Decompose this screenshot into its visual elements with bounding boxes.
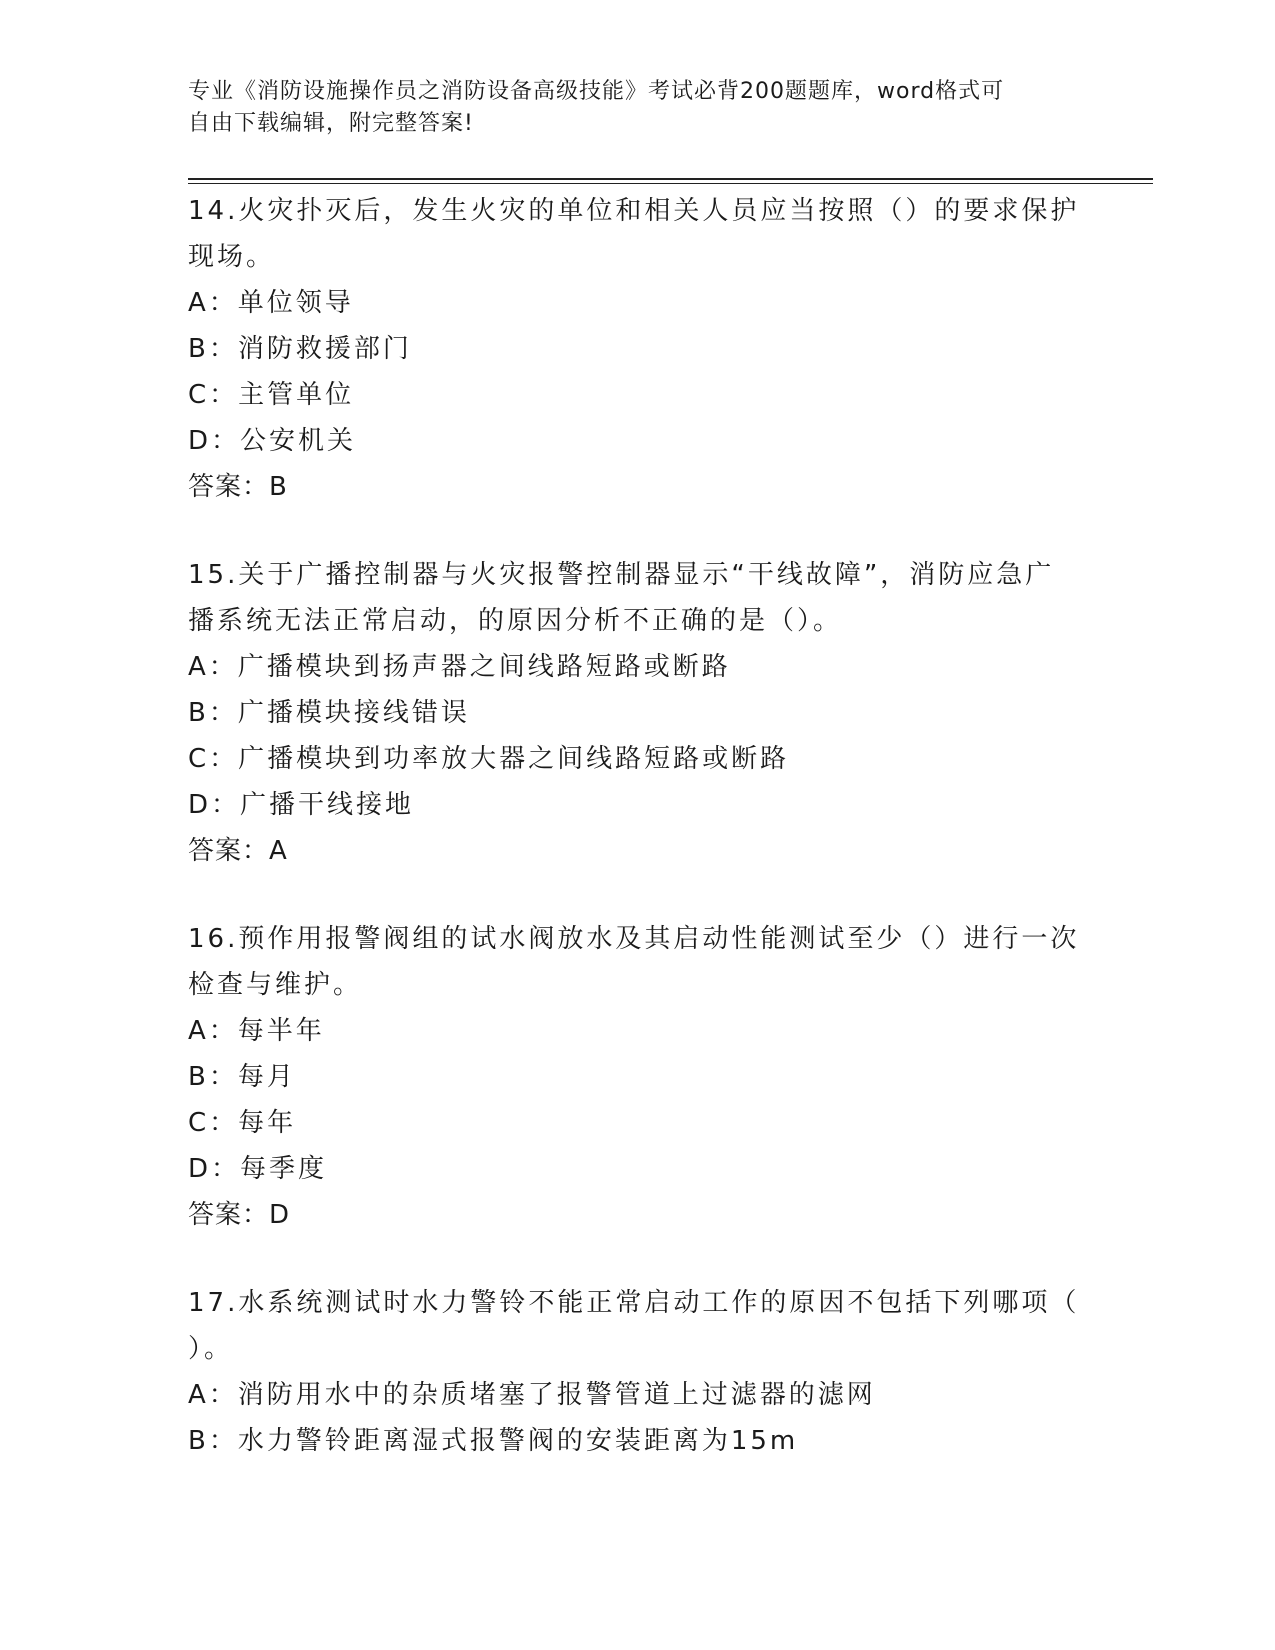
header-divider-thin (188, 183, 1153, 184)
option-c: C：每年 (188, 1108, 297, 1138)
header-divider-thick (188, 178, 1153, 180)
option-c: C：广播模块到功率放大器之间线路短路或断路 (188, 744, 790, 774)
question-stem (188, 916, 1088, 1008)
option-a: A：单位领导 (188, 288, 354, 318)
question-17 (188, 1280, 1088, 1464)
stem-line: 检查与维护。 (188, 970, 363, 1000)
option-b: B：每月 (188, 1062, 296, 1092)
question-stem (188, 1280, 1088, 1372)
option-b: B：消防救援部门 (188, 334, 412, 364)
stem-line: 16.预作用报警阀组的试水阀放水及其启动性能测试至少（）进行一次 (188, 924, 1080, 954)
question-14 (188, 188, 1088, 510)
option-a: A：广播模块到扬声器之间线路短路或断路 (188, 652, 731, 682)
option-c: C：主管单位 (188, 380, 355, 410)
option-d: D：广播干线接地 (188, 790, 415, 820)
option-b: B：广播模块接线错误 (188, 698, 470, 728)
option-b: B：水力警铃距离湿式报警阀的安装距离为15m (188, 1426, 799, 1456)
answer-line: 答案：A (188, 836, 288, 866)
document-header (188, 76, 1088, 140)
option-d: D：每季度 (188, 1154, 328, 1184)
option-a: A：消防用水中的杂质堵塞了报警管道上过滤器的滤网 (188, 1380, 876, 1410)
stem-line: 14.火灾扑灭后，发生火灾的单位和相关人员应当按照（）的要求保护 (188, 196, 1080, 226)
answer-line: 答案：B (188, 472, 288, 502)
question-15 (188, 552, 1088, 874)
question-stem (188, 188, 1088, 280)
question-stem (188, 552, 1088, 644)
stem-line: 现场。 (188, 242, 276, 272)
answer-line: 答案：D (188, 1200, 291, 1230)
option-a: A：每半年 (188, 1016, 325, 1046)
stem-line: 15.关于广播控制器与火灾报警控制器显示“干线故障”，消防应急广 (188, 560, 1055, 590)
stem-line: ）。 (188, 1334, 234, 1364)
question-16 (188, 916, 1088, 1238)
option-d: D：公安机关 (188, 426, 357, 456)
stem-line: 17.水系统测试时水力警铃不能正常启动工作的原因不包括下列哪项（ (188, 1288, 1080, 1318)
header-line-1: 专业《消防设施操作员之消防设备高级技能》考试必背200题题库，word格式可 (188, 79, 1005, 104)
stem-line: 播系统无法正常启动，的原因分析不正确的是（）。 (188, 606, 843, 636)
header-line-2: 自由下载编辑，附完整答案! (188, 111, 474, 136)
